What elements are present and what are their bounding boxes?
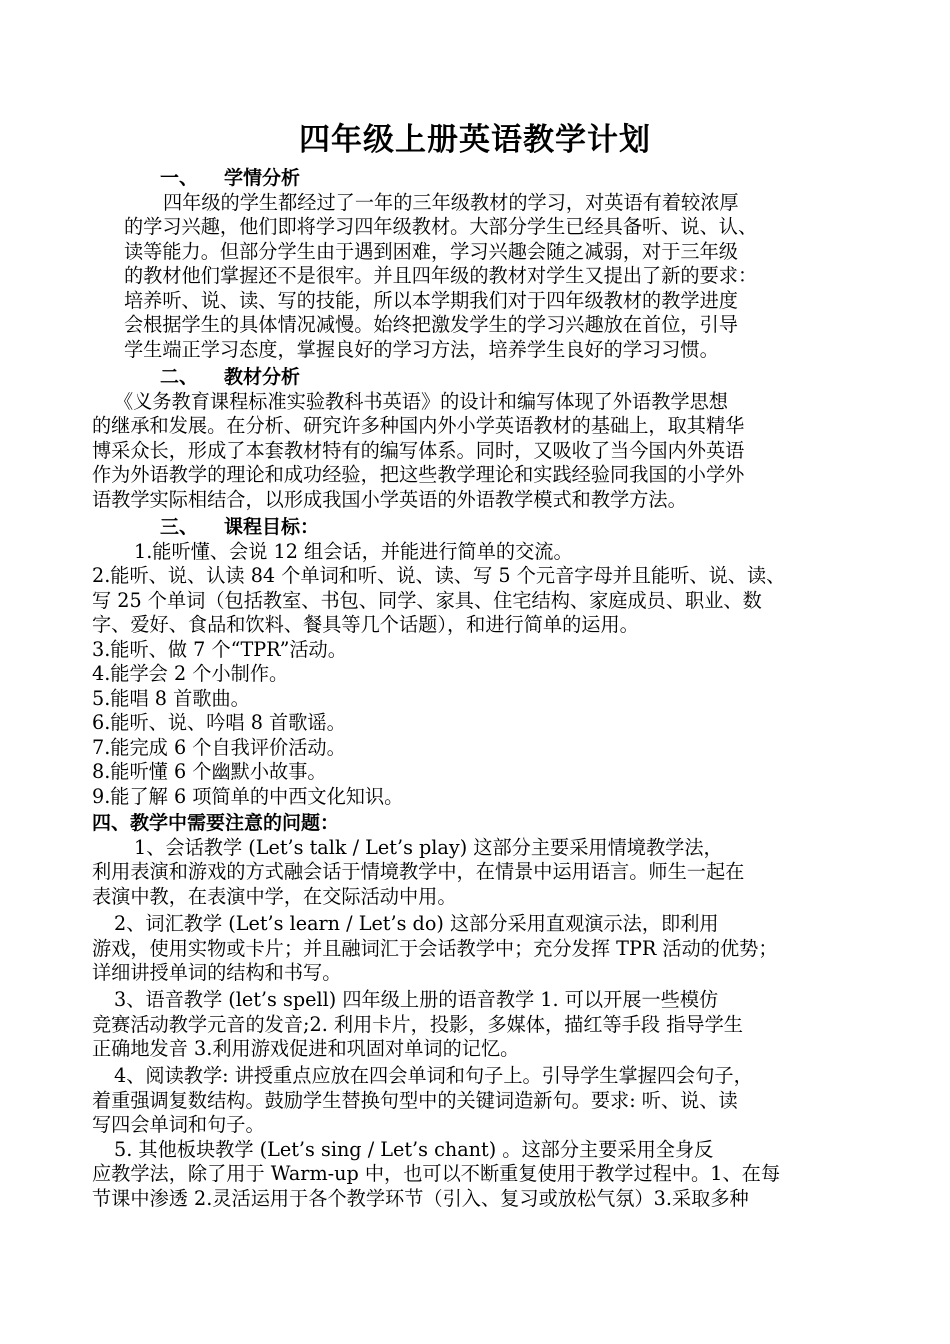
goal-item: 2.能听、说、认读 84 个单词和听、说、读、写 5 个元音字母并且能听、说、读、 <box>92 564 786 587</box>
paragraph-line: 的继承和发展。在分析、研究许多种国内外小学英语教材的基础上，取其精华 <box>92 414 745 437</box>
paragraph-line: 表演中教，在表演中学，在交际活动中用。 <box>92 884 457 908</box>
paragraph-line: 《义务教育课程标准实验教科书英语》的设计和编写体现了外语教学思想 <box>114 389 728 413</box>
goal-item: 8.能听懂 6 个幽默小故事。 <box>92 760 327 783</box>
section-title-2: 教材分析 <box>224 366 301 388</box>
paragraph-line: 的教材他们掌握还不是很牢。并且四年级的教材对学生又提出了新的要求： <box>124 264 758 287</box>
paragraph-line: 1、会话教学 (Let’s talk / Let’s play) 这部分主要采用情境教学法， <box>134 835 723 859</box>
paragraph-line: 会根据学生的具体情况减慢。始终把激发学生的学习兴趣放在首位，引导 <box>124 313 738 336</box>
goal-item: 4.能学会 2 个小制作。 <box>92 662 289 685</box>
paragraph-line: 学生端正学习态度，掌握良好的学习方法，培养学生良好的学习习惯。 <box>124 337 719 361</box>
paragraph-line: 应教学法，除了用于 Warm-up 中，也可以不断重复使用于教学过程中。1、在每 <box>92 1162 781 1185</box>
paragraph-line: 四年级的学生都经过了一年的三年级教材的学习，对英语有着较浓厚 <box>163 190 739 214</box>
goal-item: 5.能唱 8 首歌曲。 <box>92 686 250 710</box>
paragraph-line: 正确地发音 3.利用游戏促进和巩固对单词的记忆。 <box>92 1037 520 1060</box>
section-heading-3 <box>160 515 319 540</box>
section-title-1: 学情分析 <box>224 167 301 189</box>
section-title-3: 课程目标： <box>224 516 320 538</box>
paragraph-line: 5. 其他板块教学 (Let’s sing / Let’s chant) 。这部分主要采用全身反 <box>114 1137 714 1161</box>
section-number-1: 一、 <box>160 167 199 189</box>
section-heading-4: 四、教学中需要注意的问题： <box>92 812 340 834</box>
paragraph-line: 着重强调复数结构。鼓励学生替换句型中的关键词造新句。要求: 听、说、读 <box>92 1088 738 1112</box>
paragraph-line: 培养听、说、读、写的技能，所以本学期我们对于四年级教材的教学进度 <box>124 288 738 312</box>
paragraph-line: 作为外语教学的理论和成功经验，把这些教学理论和实践经验同我国的小学外 <box>92 463 745 486</box>
paragraph-line: 竞赛活动教学元音的发音;2. 利用卡片，投影，多媒体，描红等手段 指导学生 <box>92 1012 743 1036</box>
paragraph-line: 写四会单词和句子。 <box>92 1113 265 1136</box>
section-heading-1 <box>160 166 300 191</box>
goal-item-continued: 字、爱好、食品和饮料、餐具等几个话题），和进行简单的运用。 <box>92 613 639 636</box>
paragraph-line: 详细讲授单词的结构和书写。 <box>92 961 342 984</box>
goal-item: 9.能了解 6 项简单的中西文化知识。 <box>92 784 404 808</box>
paragraph-line: 游戏，使用实物或卡片；并且融词汇于会话教学中；充分发挥 TPR 活动的优势； <box>92 936 778 960</box>
paragraph-line: 2、词汇教学 (Let’s learn / Let’s do) 这部分采用直观演示法，即利用 <box>114 912 719 935</box>
paragraph-line: 4、阅读教学: 讲授重点应放在四会单词和句子上。引导学生掌握四会句子， <box>114 1064 753 1087</box>
goal-item: 1.能听懂、会说 12 组会话，并能进行简单的交流。 <box>134 539 573 563</box>
goal-item: 3.能听、做 7 个“TPR”活动。 <box>92 637 347 661</box>
paragraph-line: 博采众长，形成了本套教材特有的编写体系。同时，又吸收了当今国内外英语 <box>92 438 745 462</box>
goal-item-continued: 写 25 个单词（包括教室、书包、同学、家具、住宅结构、家庭成员、职业、数 <box>92 588 762 612</box>
paragraph-line: 利用表演和游戏的方式融会话于情境教学中，在情景中运用语言。师生一起在 <box>92 860 745 883</box>
paragraph-line: 读等能力。但部分学生由于遇到困难，学习兴趣会随之减弱，对于三年级 <box>124 239 738 263</box>
page-title: 四年级上册英语教学计划 <box>299 122 651 158</box>
goal-item: 6.能听、说、吟唱 8 首歌谣。 <box>92 711 346 734</box>
paragraph-line: 3、语音教学 (let’s spell) 四年级上册的语音教学 1. 可以开展一些模仿 <box>114 988 719 1011</box>
section-number-2: 二、 <box>160 366 199 388</box>
paragraph-line: 的学习兴趣，他们即将学习四年级教材。大部分学生已经具备听、说、认、 <box>124 215 758 238</box>
paragraph-line: 节课中渗透 2.灵活运用于各个教学环节（引入、复习或放松气氛）3.采取多种 <box>92 1186 749 1210</box>
goal-item: 7.能完成 6 个自我评价活动。 <box>92 735 346 759</box>
section-heading-2 <box>160 365 300 390</box>
section-number-3: 三、 <box>160 516 199 538</box>
paragraph-line: 语教学实际相结合，以形成我国小学英语的外语教学模式和教学方法。 <box>92 487 687 511</box>
